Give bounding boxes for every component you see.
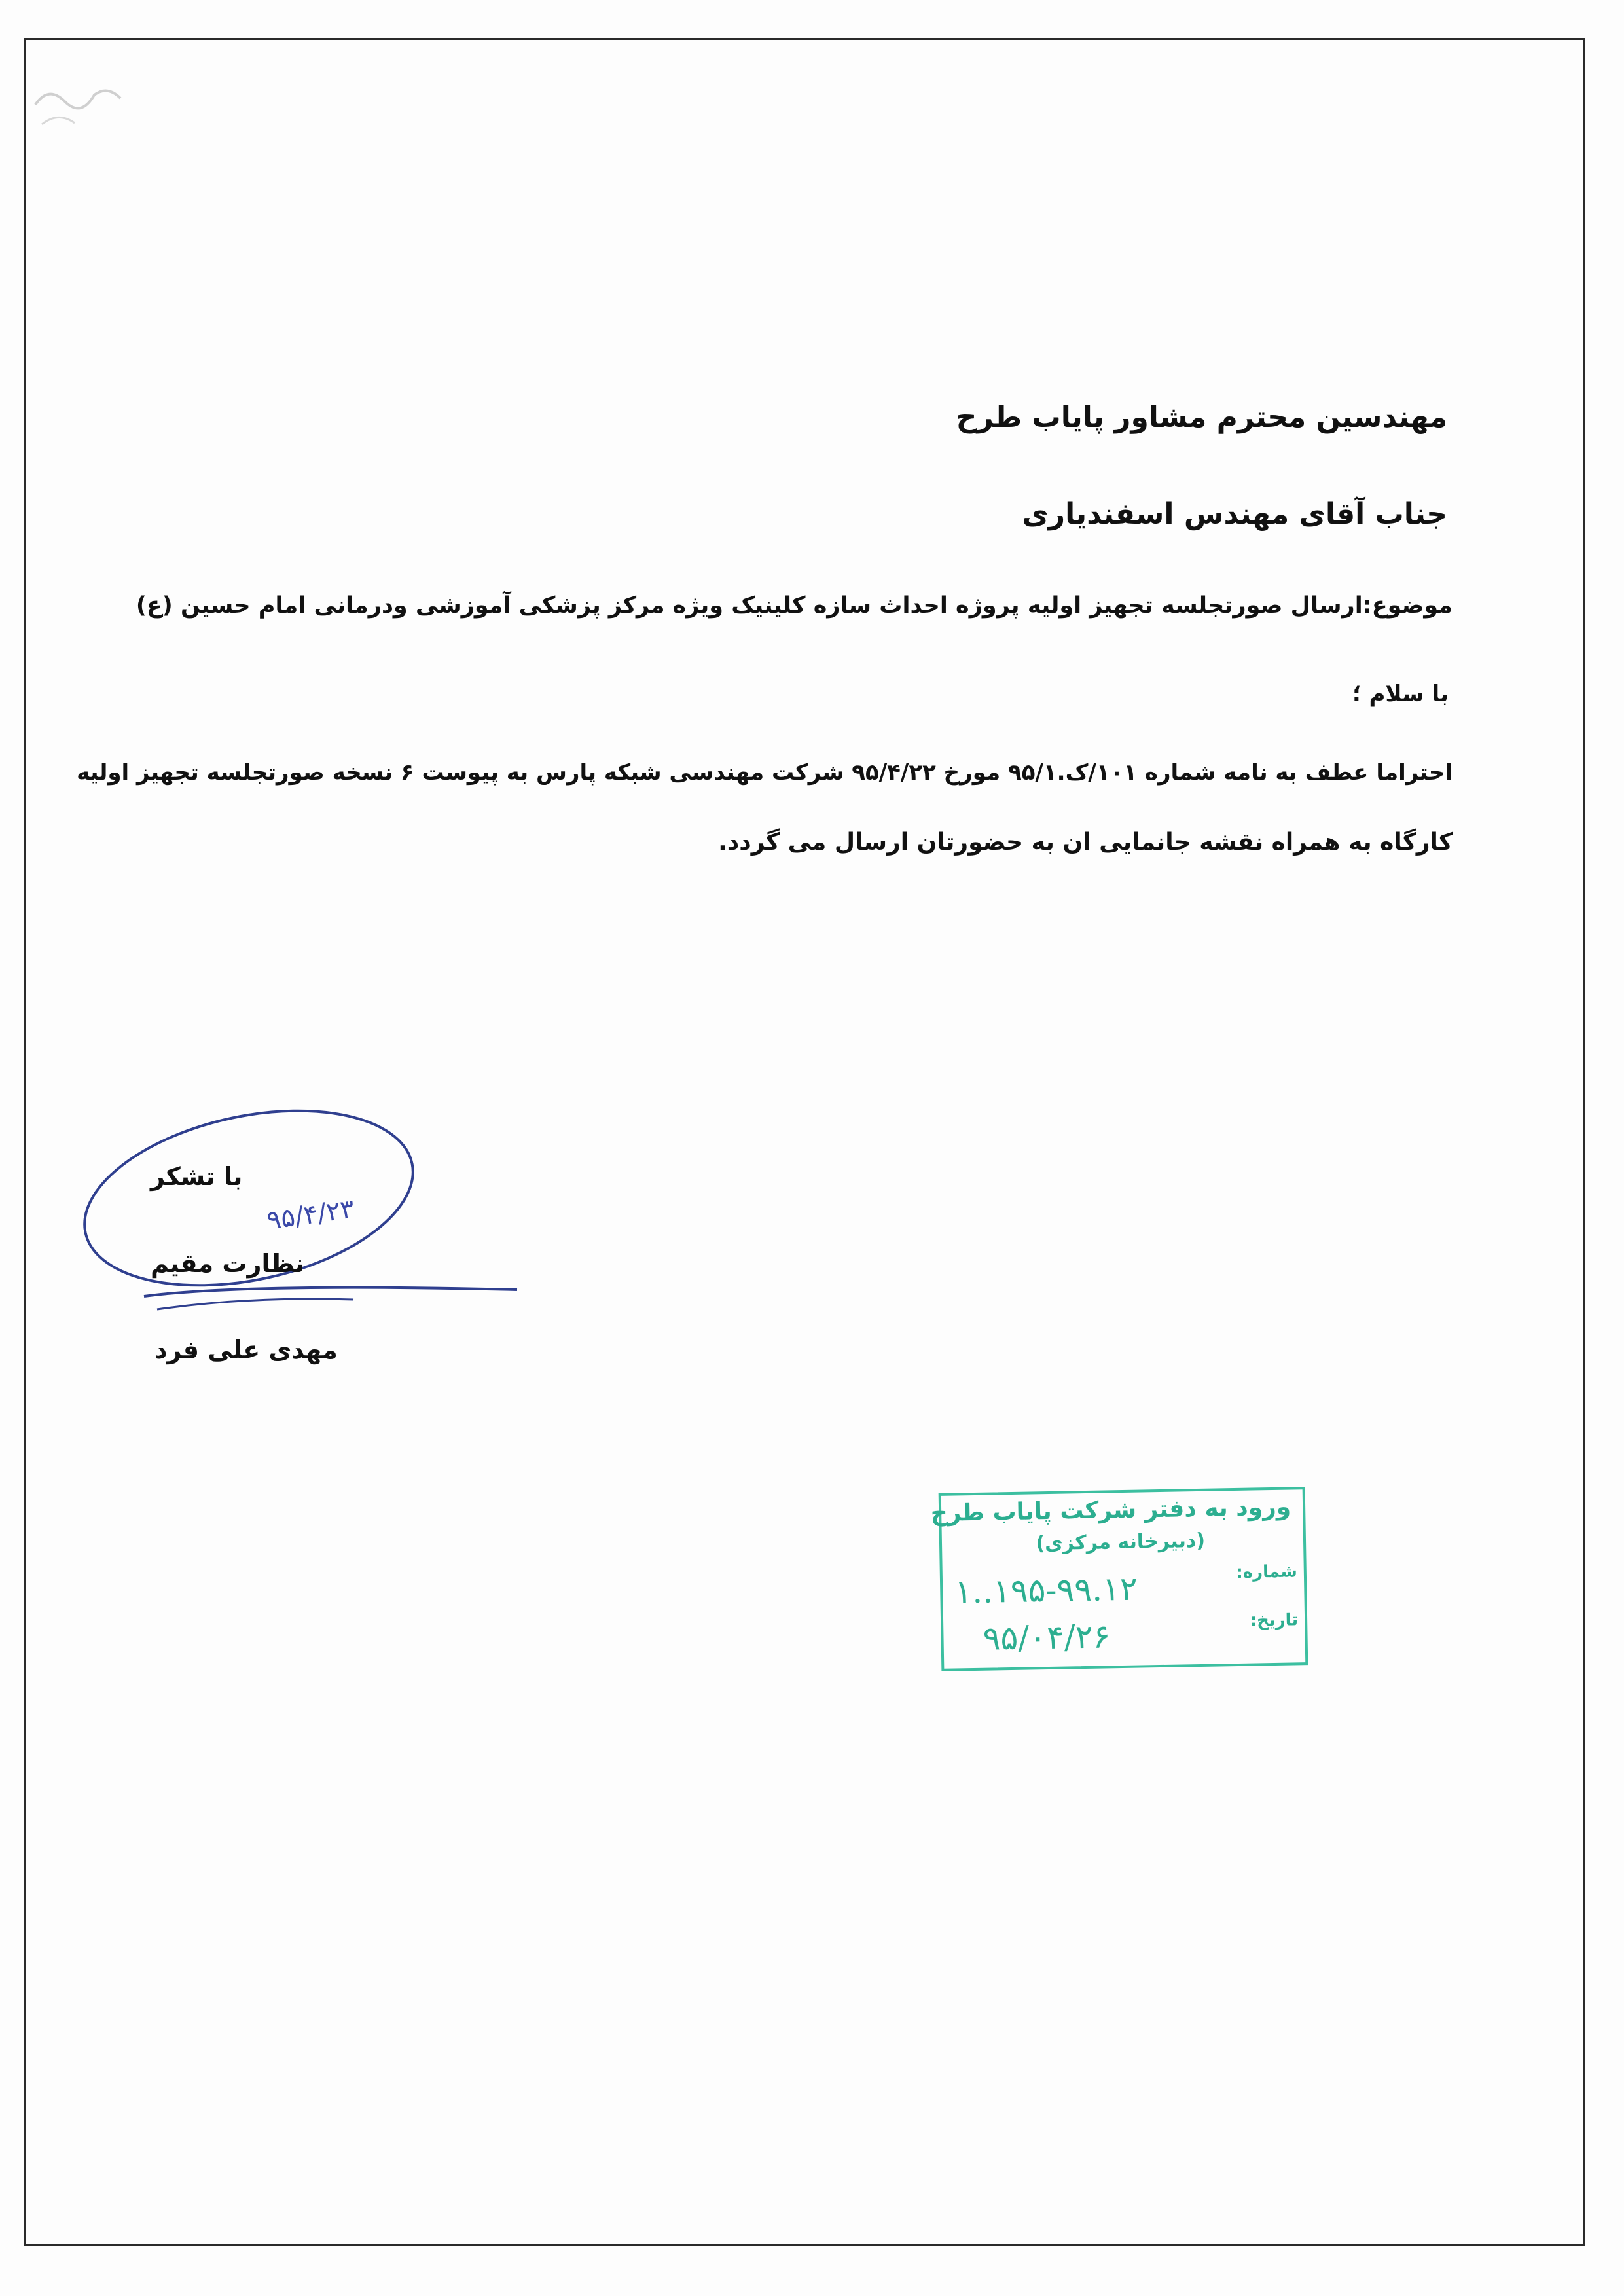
greeting: با سلام ؛: [1352, 681, 1449, 707]
stamp-number-value: ۱..۱۹۵-۹۹.۱۲: [954, 1569, 1138, 1611]
stamp-number-label: شماره:: [1236, 1561, 1298, 1582]
stamp-date-label: تاریخ:: [1250, 1610, 1299, 1631]
stamp-date-value: ۹۵/۰۴/۲۶: [983, 1617, 1111, 1658]
body-line-2: کارگاه به همراه نقشه جانمایی ان به حضورتان ارسال می گردد.: [718, 829, 1453, 856]
signer-name: مهدی علی فرد: [154, 1336, 338, 1364]
subject-line: موضوع:ارسال صورتجلسه تجهیز اولیه پروژه احداث سازه کلینیک ویژه مرکز پزشکی آموزشی ودرمانی امام حسین (ع): [135, 592, 1453, 619]
closing-text: با تشکر: [151, 1162, 243, 1191]
received-stamp: [930, 1487, 1308, 1671]
handwritten-date: ۹۵/۴/۲۳: [264, 1194, 357, 1236]
corner-scribble-mark: [29, 65, 147, 144]
stamp-title: ورود به دفتر شرکت پایاب طرح: [930, 1493, 1291, 1527]
stamp-subtitle: (دبیرخانه مرکزی): [1036, 1529, 1206, 1556]
signer-role: نظارت مقیم: [151, 1249, 305, 1278]
recipient-line-2: جناب آقای مهندس اسفندیاری: [1022, 498, 1447, 531]
recipient-line-1: مهندسین محترم مشاور پایاب طرح: [956, 401, 1447, 434]
body-line-1: احتراما عطف به نامه شماره ۱۰۱/ک.۹۵/۱ مورخ ۹۵/۴/۲۲ شرکت مهندسی شبکه پارس به پیوست ۶ نسخه صورتجلسه تجهیز اولیه: [77, 759, 1453, 786]
